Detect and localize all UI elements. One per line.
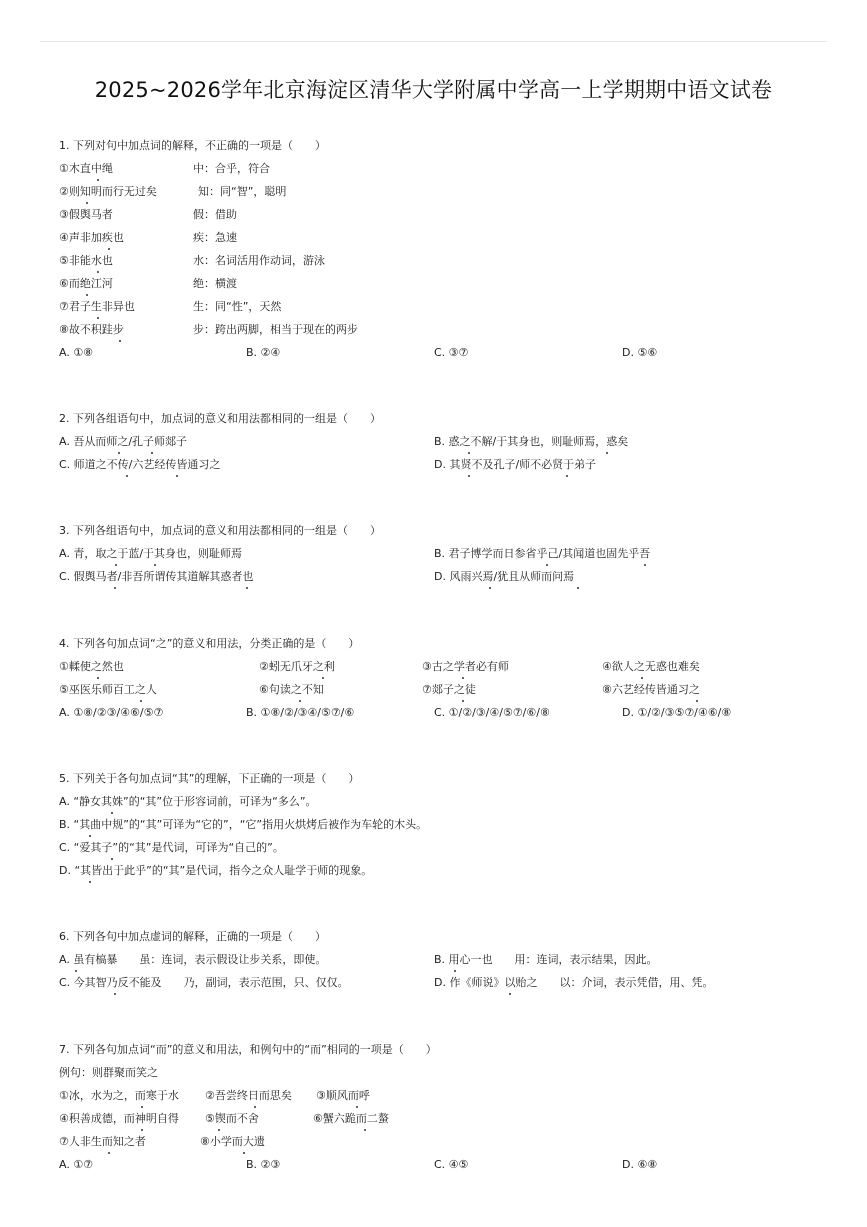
emphasis-dot xyxy=(468,475,470,477)
pair-row xyxy=(59,226,819,249)
option-c[interactable]: C. ④⑤ xyxy=(434,1158,469,1171)
option-b[interactable]: B. 惑之不解/于其身也，则耻师焉，惑矣 xyxy=(434,435,629,448)
emphasis-dot xyxy=(86,202,88,204)
emphasis-dot xyxy=(97,271,99,273)
emphasis-dot xyxy=(254,1106,256,1108)
emphasis-dot xyxy=(243,1152,245,1154)
emphasis-dot xyxy=(462,700,464,702)
option-a[interactable]: A. ①⑧ xyxy=(59,346,94,359)
question-stem: 3. 下列各组语句中，加点词的意义和用法都相同的一组是（ ） xyxy=(59,524,381,537)
question-4 xyxy=(59,632,819,724)
options-row xyxy=(59,565,819,588)
option-b[interactable]: B. ②③ xyxy=(246,1158,281,1171)
option-c[interactable]: C. “爱其子”的“其”是代词，可译为“自己的”。 xyxy=(59,841,284,854)
question-5 xyxy=(59,767,819,882)
question-stem: 2. 下列各组语句中，加点词的意义和用法都相同的一组是（ ） xyxy=(59,412,381,425)
list-item: ⑦人非生而知之者 xyxy=(59,1135,146,1148)
options-row xyxy=(59,701,819,724)
list-item: ⑦郯子之徒 xyxy=(422,683,476,696)
emphasis-dot xyxy=(108,1152,110,1154)
option-d[interactable]: D. “其皆出于此乎”的“其”是代词，指今之众人耻学于师的现象。 xyxy=(59,864,373,877)
items-row xyxy=(59,1130,819,1153)
option-a[interactable]: A. 虽有槁暴 虽：连词，表示假设让步关系，即使。 xyxy=(59,953,327,966)
list-item: ⑥蟹六跪而二螯 xyxy=(313,1112,389,1125)
option-b[interactable]: B. ①⑧/②/③④/⑤⑦/⑥ xyxy=(246,706,355,719)
question-stem: 4. 下列各句加点词“之”的意义和用法，分类正确的是（ ） xyxy=(59,637,360,650)
options-row xyxy=(59,341,819,364)
pair-explanation: 步：跨出两脚，相当于现在的两步 xyxy=(193,323,358,336)
pair-row xyxy=(59,203,819,226)
options-row xyxy=(59,971,819,994)
pair-explanation: 知：同“智”，聪明 xyxy=(198,185,287,198)
option-d[interactable]: D. 作《师说》以贻之 以：介词，表示凭借，用、凭。 xyxy=(434,976,714,989)
question-stem: 7. 下列各句加点词“而”的意义和用法，和例句中的“而”相同的一项是（ ） xyxy=(59,1043,437,1056)
emphasis-dot xyxy=(641,677,643,679)
options-row xyxy=(59,948,819,971)
list-item: ④欲人之无惑也难矣 xyxy=(602,660,700,673)
options-row xyxy=(59,453,819,476)
option-b[interactable]: B. 用心一也 用：连词，表示结果，因此。 xyxy=(434,953,658,966)
option-c[interactable]: C. 今其智乃反不能及 乃，副词，表示范围，只、仅仅。 xyxy=(59,976,349,989)
pair-row xyxy=(59,249,819,272)
option-d[interactable]: D. 风雨兴焉/犹且从师而问焉 xyxy=(434,570,575,583)
list-item: ⑥句读之不知 xyxy=(259,683,324,696)
emphasis-dot xyxy=(154,564,156,566)
emphasis-dot xyxy=(140,700,142,702)
page-title: 2025~2026学年北京海淀区清华大学附属中学高一上学期期中语文试卷 xyxy=(94,78,773,102)
list-item: ③古之学者必有师 xyxy=(422,660,509,673)
emphasis-dot xyxy=(126,475,128,477)
emphasis-dot xyxy=(218,1129,220,1131)
pair-sentence: ⑥而绝江河 xyxy=(59,277,113,290)
emphasis-dot xyxy=(176,475,178,477)
question-7 xyxy=(59,1038,819,1176)
list-item: ②吾尝终日而思矣 xyxy=(205,1089,292,1102)
options-row xyxy=(59,542,819,565)
option-a[interactable]: A. “静女其姝”的“其”位于形容词前，可译为“多么”。 xyxy=(59,795,317,808)
question-stem: 6. 下列各句中加点虚词的解释，正确的一项是（ ） xyxy=(59,930,326,943)
emphasis-dot xyxy=(114,993,116,995)
emphasis-dot xyxy=(322,677,324,679)
question-3 xyxy=(59,519,819,588)
list-item: ⑤巫医乐师百工之人 xyxy=(59,683,157,696)
option-a[interactable]: A. 吾从而师之/孔子师郯子 xyxy=(59,435,188,448)
emphasis-dot xyxy=(89,835,91,837)
option-b[interactable]: B. ②④ xyxy=(246,346,281,359)
list-item: ②蚓无爪牙之利 xyxy=(259,660,335,673)
pair-row xyxy=(59,295,819,318)
question-6 xyxy=(59,925,819,994)
list-item: ⑧小学而大遗 xyxy=(200,1135,265,1148)
option-b[interactable]: B. 君子博学而日参省乎己/其闻道也固先乎吾 xyxy=(434,547,651,560)
emphasis-dot xyxy=(108,248,110,250)
pair-sentence: ②则知明而行无过矣 xyxy=(59,185,157,198)
pair-row xyxy=(59,272,819,295)
emphasis-dot xyxy=(489,587,491,589)
option-d[interactable]: D. ⑥⑧ xyxy=(622,1158,658,1171)
question-1 xyxy=(59,134,819,364)
pair-sentence: ③假舆马者 xyxy=(59,208,113,221)
list-item: ③顺风而呼 xyxy=(316,1089,370,1102)
option-a[interactable]: A. ①⑦ xyxy=(59,1158,94,1171)
pair-sentence: ①木直中绳 xyxy=(59,162,113,175)
emphasis-dot xyxy=(566,475,568,477)
emphasis-dot xyxy=(356,1106,358,1108)
items-row xyxy=(59,655,819,678)
emphasis-dot xyxy=(111,812,113,814)
emphasis-dot xyxy=(546,564,548,566)
items-row xyxy=(59,678,819,701)
pair-sentence: ⑧故不积跬步 xyxy=(59,323,124,336)
list-item: ⑧六艺经传皆通习之 xyxy=(602,683,700,696)
emphasis-dot xyxy=(299,700,301,702)
emphasis-dot xyxy=(141,1129,143,1131)
options-row xyxy=(59,1153,819,1176)
emphasis-dot xyxy=(89,881,91,883)
pair-row xyxy=(59,318,819,341)
question-stem: 5. 下列关于各句加点词“其”的理解，下正确的一项是（ ） xyxy=(59,772,360,785)
pair-explanation: 绝：横渡 xyxy=(193,277,237,290)
pair-explanation: 水：名词活用作动词，游泳 xyxy=(193,254,325,267)
list-item: ①冰，水为之，而寒于水 xyxy=(59,1089,179,1102)
emphasis-dot xyxy=(115,564,117,566)
items-row xyxy=(59,1107,819,1130)
pair-explanation: 中：合乎，符合 xyxy=(193,162,270,175)
option-c[interactable]: C. ①/②/③/④/⑤⑦/⑥/⑧ xyxy=(434,706,550,719)
emphasis-dot xyxy=(97,677,99,679)
question-stem: 1. 下列对句中加点词的解释，不正确的一项是（ ） xyxy=(59,139,326,152)
emphasis-dot xyxy=(97,317,99,319)
pair-sentence: ⑤非能水也 xyxy=(59,254,113,267)
pair-row xyxy=(59,157,819,180)
option-b[interactable]: B. “其曲中规”的“其”可译为“它的”，“它”指用火烘烤后被作为车轮的木头。 xyxy=(59,818,428,831)
pair-explanation: 假：借助 xyxy=(193,208,237,221)
emphasis-dot xyxy=(577,587,579,589)
emphasis-dot xyxy=(606,452,608,454)
emphasis-dot xyxy=(468,452,470,454)
items-row xyxy=(59,1084,819,1107)
option-a[interactable]: A. 青，取之于蓝/于其身也，则耻师焉 xyxy=(59,547,243,560)
emphasis-dot xyxy=(75,970,77,972)
pair-row xyxy=(59,180,819,203)
emphasis-dot xyxy=(246,587,248,589)
emphasis-dot xyxy=(509,993,511,995)
option-d[interactable]: D. ⑤⑥ xyxy=(622,346,658,359)
emphasis-dot xyxy=(118,452,120,454)
emphasis-dot xyxy=(151,452,153,454)
emphasis-dot xyxy=(111,858,113,860)
pair-sentence: ⑦君子生非异也 xyxy=(59,300,135,313)
header-rule xyxy=(40,41,827,42)
options-row xyxy=(59,430,819,453)
list-item: ④积善成德，而神明自得 xyxy=(59,1112,179,1125)
example-sentence: 例句：则群聚而笑之 xyxy=(59,1066,158,1079)
emphasis-dot xyxy=(119,340,121,342)
emphasis-dot xyxy=(454,970,456,972)
question-2 xyxy=(59,407,819,476)
emphasis-dot xyxy=(696,700,698,702)
option-c[interactable]: C. 假舆马者/非吾所谓传其道解其惑者也 xyxy=(59,570,254,583)
option-d[interactable]: D. 其贤不及孔子/师不必贤于弟子 xyxy=(434,458,597,471)
list-item: ⑤锲而不舍 xyxy=(205,1112,259,1125)
emphasis-dot xyxy=(462,677,464,679)
pair-explanation: 疾：急速 xyxy=(193,231,237,244)
emphasis-dot xyxy=(97,179,99,181)
option-a[interactable]: A. ①⑧/②③/④⑥/⑤⑦ xyxy=(59,706,164,719)
emphasis-dot xyxy=(141,1106,143,1108)
emphasis-dot xyxy=(364,1129,366,1131)
option-c[interactable]: C. ③⑦ xyxy=(434,346,469,359)
pair-sentence: ④声非加疾也 xyxy=(59,231,124,244)
list-item: ①輮使之然也 xyxy=(59,660,124,673)
emphasis-dot xyxy=(644,564,646,566)
emphasis-dot xyxy=(114,587,116,589)
emphasis-dot xyxy=(86,294,88,296)
pair-explanation: 生：同“性”，天然 xyxy=(193,300,282,313)
option-c[interactable]: C. 师道之不传/六艺经传皆通习之 xyxy=(59,458,221,471)
option-d[interactable]: D. ①/②/③⑤⑦/④⑥/⑧ xyxy=(622,706,732,719)
